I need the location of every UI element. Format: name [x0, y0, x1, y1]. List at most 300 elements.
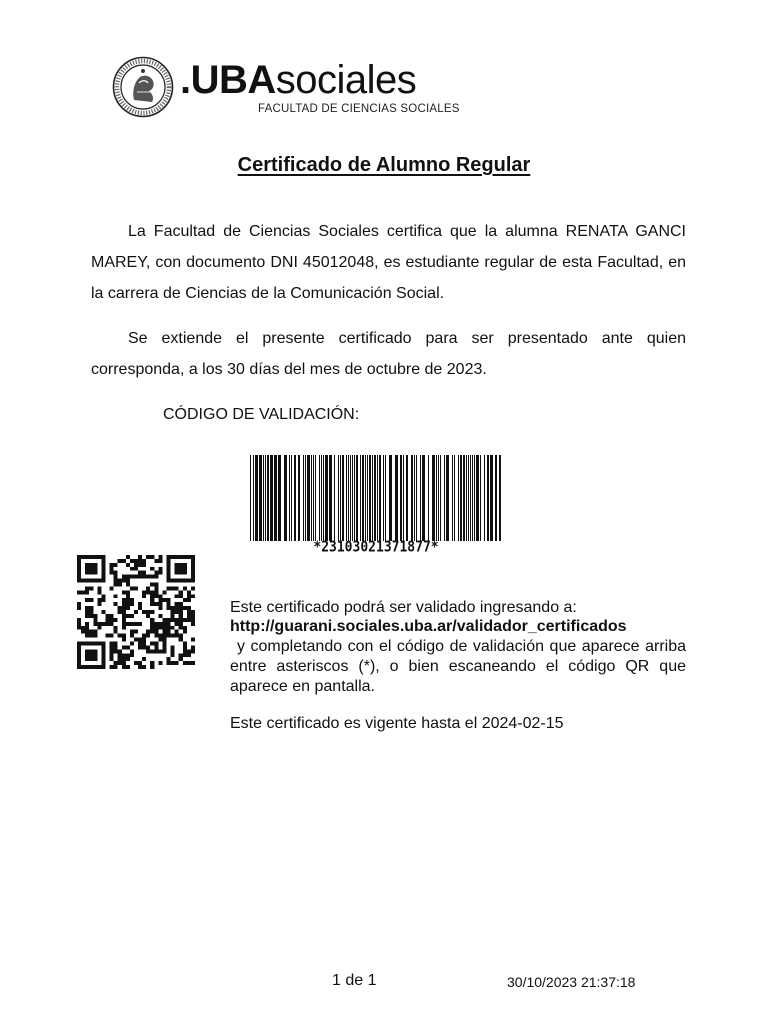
qr-module [154, 571, 158, 575]
qr-module [134, 622, 138, 626]
barcode-bar [255, 455, 258, 541]
qr-module [122, 653, 126, 657]
qr-module [134, 586, 138, 590]
qr-module [179, 618, 183, 622]
qr-module [122, 622, 126, 626]
qr-module [142, 657, 146, 661]
barcode-bar [342, 455, 344, 541]
qr-module [191, 614, 195, 618]
qr-module [114, 665, 118, 669]
barcode-bar [346, 455, 347, 541]
qr-module [142, 594, 146, 598]
qr-module [118, 649, 122, 653]
qr-module [85, 598, 89, 602]
barcode-bar [379, 455, 381, 541]
qr-module [158, 602, 162, 606]
qr-module [142, 559, 146, 563]
qr-module [97, 590, 101, 594]
qr-module [105, 634, 109, 638]
qr-module [142, 575, 146, 579]
qr-module [162, 590, 166, 594]
qr-module [81, 626, 85, 630]
barcode-bar [323, 455, 324, 541]
qr-module [167, 622, 171, 626]
qr-module [126, 606, 130, 610]
qr-module [118, 606, 122, 610]
qr-module [175, 610, 179, 614]
qr-module [134, 563, 138, 567]
qr-module [183, 626, 187, 630]
qr-module [191, 661, 195, 665]
qr-module [179, 653, 183, 657]
qr-module [114, 618, 118, 622]
qr-module [175, 594, 179, 598]
qr-module [167, 602, 171, 606]
qr-module [158, 571, 162, 575]
qr-module [101, 610, 105, 614]
qr-module [122, 657, 126, 661]
qr-module [187, 590, 191, 594]
qr-module [138, 622, 142, 626]
qr-module [154, 641, 158, 645]
qr-module [85, 614, 89, 618]
qr-module [158, 634, 162, 638]
qr-module [93, 622, 97, 626]
qr-module [89, 598, 93, 602]
qr-module [134, 559, 138, 563]
qr-module [187, 618, 191, 622]
qr-module [162, 630, 166, 634]
qr-module [138, 661, 142, 665]
qr-module [171, 626, 175, 630]
qr-module [122, 626, 126, 630]
qr-module [150, 602, 154, 606]
barcode-bar [291, 455, 292, 541]
barcode-bar [420, 455, 421, 541]
document-title: Certificado de Alumno Regular [237, 154, 531, 176]
qr-module [110, 641, 114, 645]
qr-module [130, 575, 134, 579]
validation-url[interactable]: http://guarani.sociales.uba.ar/validador_certificados [230, 618, 627, 635]
qr-module [150, 590, 154, 594]
qr-module [110, 665, 114, 669]
qr-module [138, 559, 142, 563]
qr-module [85, 606, 89, 610]
barcode-bar [270, 455, 273, 541]
qr-module [150, 583, 154, 587]
barcode-bar [454, 455, 455, 541]
qr-module [154, 630, 158, 634]
qr-module [154, 583, 158, 587]
barcode-bar [294, 455, 296, 541]
qr-module [162, 641, 166, 645]
qr-module [118, 661, 122, 665]
qr-module [138, 602, 142, 606]
qr-module [126, 563, 130, 567]
qr-module [158, 626, 162, 630]
qr-module [187, 610, 191, 614]
barcode-bar [440, 455, 441, 541]
qr-module [110, 586, 114, 590]
qr-module [183, 645, 187, 649]
qr-module [191, 645, 195, 649]
qr-module [110, 622, 114, 626]
barcode-bar [263, 455, 264, 541]
barcode-bar [432, 455, 435, 541]
barcode-bar [422, 455, 425, 541]
qr-module [183, 630, 187, 634]
qr-module [126, 594, 130, 598]
qr-module [118, 583, 122, 587]
barcode-bar [374, 455, 376, 541]
qr-module [158, 638, 162, 642]
qr-module [167, 661, 171, 665]
qr-module [81, 630, 85, 634]
qr-module [179, 626, 183, 630]
qr-module [138, 638, 142, 642]
barcode-bar [372, 455, 373, 541]
qr-module [105, 618, 109, 622]
qr-module [138, 555, 142, 559]
qr-module [191, 610, 195, 614]
qr-module [110, 571, 114, 575]
qr-module [150, 618, 154, 622]
qr-module [77, 622, 81, 626]
barcode-bar [259, 455, 262, 541]
qr-module [97, 598, 101, 602]
barcode-bar [428, 455, 429, 541]
qr-module [110, 563, 114, 567]
qr-module [179, 610, 183, 614]
qr-module [142, 645, 146, 649]
barcode-bar [253, 455, 254, 541]
qr-module [114, 641, 118, 645]
qr-module [154, 634, 158, 638]
qr-module [183, 661, 187, 665]
qr-module [89, 586, 93, 590]
barcode-bar [311, 455, 312, 541]
qr-module [89, 614, 93, 618]
print-timestamp: 30/10/2023 21:37:18 [507, 974, 636, 990]
qr-module [154, 602, 158, 606]
qr-module [118, 579, 122, 583]
qr-module [179, 594, 183, 598]
qr-module [183, 618, 187, 622]
barcode-bar [438, 455, 439, 541]
qr-module [179, 622, 183, 626]
qr-module [138, 575, 142, 579]
qr-module [162, 598, 166, 602]
qr-module [122, 602, 126, 606]
qr-module [187, 614, 191, 618]
qr-module [130, 614, 134, 618]
barcode-bar [403, 455, 404, 541]
qr-module [146, 590, 150, 594]
qr-module [122, 661, 126, 665]
qr-module [110, 645, 114, 649]
qr-module [114, 661, 118, 665]
barcode-bar [313, 455, 314, 541]
brand-light: sociales [275, 58, 417, 102]
barcode-bar [446, 455, 449, 541]
qr-module [97, 586, 101, 590]
qr-module [179, 638, 183, 642]
barcode-bar [411, 455, 413, 541]
barcode-bar [360, 455, 361, 541]
qr-module [142, 563, 146, 567]
qr-module [114, 575, 118, 579]
qr-module [138, 665, 142, 669]
qr-module [175, 618, 179, 622]
qr-module [175, 563, 187, 575]
qr-module [110, 567, 114, 571]
qr-module [150, 630, 154, 634]
qr-module [130, 641, 134, 645]
qr-module [154, 559, 158, 563]
qr-module [85, 563, 97, 575]
qr-module [191, 622, 195, 626]
barcode-bar [383, 455, 384, 541]
qr-module [142, 634, 146, 638]
qr-module [114, 583, 118, 587]
qr-module [126, 579, 130, 583]
qr-module [171, 606, 175, 610]
qr-module [134, 630, 138, 634]
qr-module [171, 610, 175, 614]
validation-code-label: CÓDIGO DE VALIDACIÓN: [163, 406, 360, 423]
barcode-bar [480, 455, 481, 541]
qr-module [175, 634, 179, 638]
qr-module [146, 555, 150, 559]
qr-module [105, 622, 109, 626]
qr-module [183, 653, 187, 657]
qr-module [171, 618, 175, 622]
validation-instructions-text: y completando con el código de validación que aparece arriba entre asteriscos (*), o bien escaneando el código QR que aparece en pantalla. [230, 638, 686, 695]
barcode-bar [406, 455, 408, 541]
qr-module [122, 575, 126, 579]
barcode-bar [460, 455, 462, 541]
qr-module [114, 571, 118, 575]
barcode-bar [274, 455, 277, 541]
qr-module [89, 606, 93, 610]
brand-logo [180, 57, 416, 103]
qr-module [154, 622, 158, 626]
qr-module [158, 594, 162, 598]
qr-module [89, 634, 93, 638]
qr-module [175, 606, 179, 610]
qr-module [126, 614, 130, 618]
qr-module [110, 614, 114, 618]
qr-module [122, 559, 126, 563]
qr-module [150, 661, 154, 665]
qr-module [130, 653, 134, 657]
qr-module [167, 626, 171, 630]
qr-module [134, 661, 138, 665]
barcode-bar [484, 455, 485, 541]
qr-module [130, 630, 134, 634]
qr-module [175, 602, 179, 606]
qr-module [167, 606, 171, 610]
qr-module [138, 563, 142, 567]
qr-module [154, 649, 158, 653]
barcode-bar [365, 455, 366, 541]
barcode-bar [385, 455, 386, 541]
qr-module [162, 645, 166, 649]
qr-module [187, 594, 191, 598]
qr-module [122, 645, 126, 649]
qr-module [154, 586, 158, 590]
qr-module [97, 602, 101, 606]
barcode-bar [389, 455, 392, 541]
brand-bold: .UBA [180, 58, 276, 102]
qr-module [150, 626, 154, 630]
qr-module [162, 638, 166, 642]
qr-module [89, 610, 93, 614]
barcode-bar [305, 455, 306, 541]
qr-module [183, 641, 187, 645]
qr-module [142, 641, 146, 645]
qr-module [122, 638, 126, 642]
qr-module [77, 626, 81, 630]
qr-module [167, 634, 171, 638]
qr-module [142, 665, 146, 669]
barcode-bar [468, 455, 469, 541]
qr-module [130, 622, 134, 626]
qr-module [85, 634, 89, 638]
barcode-bar [329, 455, 332, 541]
qr-module [122, 610, 126, 614]
qr-module [89, 630, 93, 634]
qr-module [171, 653, 175, 657]
barcode-bar [470, 455, 471, 541]
barcode-bar [436, 455, 437, 541]
qr-module [114, 602, 118, 606]
qr-module [146, 649, 150, 653]
qr-module [130, 586, 134, 590]
qr-module [122, 598, 126, 602]
qr-module [93, 630, 97, 634]
qr-module [134, 638, 138, 642]
qr-module [158, 661, 162, 665]
qr-module [158, 598, 162, 602]
barcode-bar [284, 455, 287, 541]
barcode-bar [472, 455, 473, 541]
qr-module [110, 657, 114, 661]
qr-module [187, 649, 191, 653]
qr-module [171, 634, 175, 638]
qr-module [154, 590, 158, 594]
qr-module [142, 638, 146, 642]
qr-module [85, 649, 97, 661]
qr-module [175, 661, 179, 665]
qr-module [114, 626, 118, 630]
qr-module [122, 590, 126, 594]
barcode-bar [458, 455, 459, 541]
barcode-bar [416, 455, 417, 541]
barcode-bar [338, 455, 339, 541]
qr-module [101, 594, 105, 598]
barcode-bar [352, 455, 353, 541]
qr-module [77, 590, 81, 594]
qr-module [130, 598, 134, 602]
qr-module [154, 575, 158, 579]
qr-module [158, 614, 162, 618]
qr-module [146, 575, 150, 579]
qr-module [183, 649, 187, 653]
qr-module [85, 586, 89, 590]
barcode-bar [414, 455, 415, 541]
qr-module [154, 594, 158, 598]
qr-module [93, 634, 97, 638]
qr-module [187, 598, 191, 602]
page-number: 1 de 1 [332, 972, 377, 989]
qr-module [150, 610, 154, 614]
qr-module [154, 626, 158, 630]
barcode-bar [487, 455, 489, 541]
barcode-bar [369, 455, 371, 541]
qr-module [126, 653, 130, 657]
qr-module [150, 575, 154, 579]
qr-module [85, 630, 89, 634]
qr-module [130, 567, 134, 571]
qr-module [142, 610, 146, 614]
qr-module [162, 622, 166, 626]
qr-module [146, 630, 150, 634]
qr-module [175, 630, 179, 634]
paragraph-certification-text: La Facultad de Ciencias Sociales certifica que la alumna RENATA GANCI MAREY, con documento DNI 45012048, es estudiante regular de esta Facultad, en la carrera de Ciencias de la Comunicación Social. [91, 223, 686, 302]
qr-module [114, 563, 118, 567]
barcode-bar [298, 455, 300, 541]
qr-module [146, 586, 150, 590]
qr-module [179, 602, 183, 606]
qr-module [167, 586, 171, 590]
qr-module [114, 649, 118, 653]
qr-module [130, 559, 134, 563]
barcode-bar [466, 455, 467, 541]
qr-module [126, 575, 130, 579]
qr-module [77, 606, 81, 610]
qr-module [118, 634, 122, 638]
qr-module [138, 606, 142, 610]
barcode-bar [395, 455, 398, 541]
qr-module [114, 579, 118, 583]
qr-module [150, 665, 154, 669]
qr-module [122, 579, 126, 583]
qr-module [118, 653, 122, 657]
barcode-bar [307, 455, 310, 541]
qr-module [130, 634, 134, 638]
qr-module [130, 602, 134, 606]
qr-module [171, 614, 175, 618]
barcode-bar [377, 455, 378, 541]
qr-module [77, 618, 81, 622]
qr-module [122, 606, 126, 610]
qr-module [179, 657, 183, 661]
barcode-bar [362, 455, 364, 541]
qr-module [138, 571, 142, 575]
validity-date: Este certificado es vigente hasta el 2024-02-15 [230, 715, 564, 732]
qr-module [122, 634, 126, 638]
qr-module [187, 661, 191, 665]
qr-module [191, 649, 195, 653]
qr-module [162, 649, 166, 653]
qr-module [150, 567, 154, 571]
barcode-bar [356, 455, 358, 541]
qr-module [122, 618, 126, 622]
qr-module [162, 618, 166, 622]
qr-module [158, 622, 162, 626]
qr-module [146, 610, 150, 614]
